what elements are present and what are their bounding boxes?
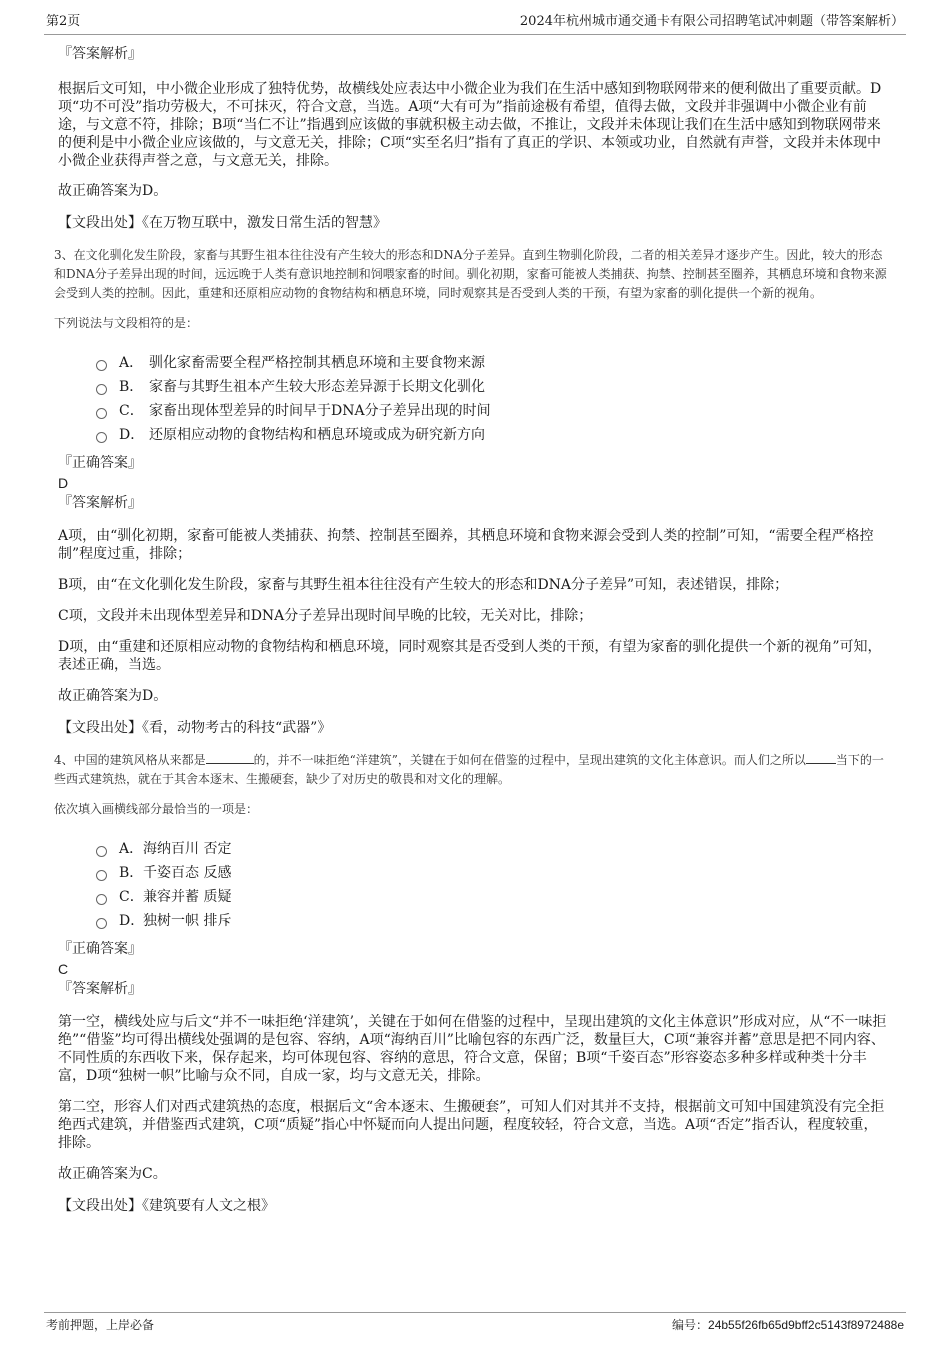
document-body [54,44,888,1215]
analysis-a: A项，由“驯化初期，家畜可能被人类捕获、拘禁、控制甚至圈养，其栖息环境和食物来源会受到人类的控制”可知，“需要全程严格控制”程度过重，排除； [58,528,874,562]
analysis-blank-2: 第二空，形容人们对西式建筑热的态度，根据后文“舍本逐末、生搬硬套”，可知人们对其并不支持，根据前文可知中国建筑没有完全拒绝西式建筑，并借鉴西式建筑，C项“质疑”指心中怀疑而向人提出问题，程度较轻，符合文意，当选。A项“否定”指否认，程度较重，排除。 [58,1099,885,1151]
option-d[interactable] [96,909,888,933]
radio-icon[interactable] [96,360,107,371]
option-text: 千姿百态 反感 [143,865,232,881]
analysis-label: 『答案解析』 [58,495,142,511]
answer-label: 『正确答案』 [58,455,142,471]
question-stem: 4、中国的建筑风格从来都是 的，并不一味拒绝“洋建筑”，关键在于如何在借鉴的过程中，呈现出建筑的文化主体意识。而人们之所以 当下的一些西式建筑热，就在于其舍本逐末、生搬硬套，缺少了对历史的敬畏和对文化的理解。 [54,753,884,786]
analysis-blank-1: 第一空，横线处应与后文“并不一味拒绝‘洋建筑’，关键在于如何在借鉴的过程中，呈现出建筑的文化主体意识”形成对应，从“不一味拒绝”“借鉴”均可得出横线处强调的是包容、容纳，A项“海纳百川”比喻包容的东西广泛，数量巨大，C项“兼容并蓄”意思是把不同内容、不同性质的东西收下来，保存起来，均可体现包容、容纳的意思，符合文意，保留；B项“千姿百态”形容姿态多种多样或种类十分丰富，D项“独树一帜”比喻与众不同，自成一家，均与文意无关，排除。 [58,1014,887,1084]
source-text: 【文段出处】《看，动物考古的科技“武器”》 [58,720,332,736]
question-prompt: 下列说法与文段相符的是： [54,316,199,330]
option-letter: A． [119,841,144,857]
option-letter: D． [119,427,145,443]
option-letter: B． [119,865,144,881]
source-text: 【文段出处】《在万物互联中，激发日常生活的智慧》 [58,215,387,231]
conclusion-text: 故正确答案为C。 [58,1166,167,1182]
option-text: 驯化家畜需要全程严格控制其栖息环境和主要食物来源 [149,355,485,371]
option-a[interactable] [96,351,888,375]
option-c[interactable] [96,885,888,909]
option-b[interactable] [96,861,888,885]
radio-icon[interactable] [96,870,107,881]
page-footer [44,1312,906,1335]
conclusion-text: 故正确答案为D。 [58,688,168,704]
analysis-c: C项，文段并未出现体型差异和DNA分子差异出现时间早晚的比较，无关对比，排除； [58,608,593,624]
option-letter: C． [119,889,144,905]
option-text: 兼容并蓄 质疑 [143,889,232,905]
option-d[interactable] [96,423,888,447]
blank-line [206,751,254,764]
radio-icon[interactable] [96,846,107,857]
analysis-text: 根据后文可知，中小微企业形成了独特优势，故横线处应表达中小微企业为我们在生活中感知到物联网带来的便利做出了重要贡献。D项“功不可没”指功劳极大，不可抹灭，符合文意，当选。A项“大有可为”指前途极有希望，值得去做，文段并非强调中小微企业有前途，与文意不符，排除；B项“当仁不让”指遇到应该做的事就积极主动去做，不推让，文段并未体现让我们在生活中感知到物联网带来的便利是中小微企业应该做的，与文意无关，排除；C项“实至名归”指有了真正的学识、本领或功业，自然就有声誉，文段并未体现中小微企业获得声誉之意，与文意无关，排除。 [58,81,882,169]
conclusion-text: 故正确答案为D。 [58,183,168,199]
footer-slogan: 考前押题，上岸必备 [46,1318,155,1332]
radio-icon[interactable] [96,894,107,905]
question-stem: 3、在文化驯化发生阶段，家畜与其野生祖本往往没有产生较大的形态和DNA分子差异。直到生物驯化阶段，二者的相关差异才逐步产生。因此，较大的形态和DNA分子差异出现的时间，远远晚于人类有意识地控制和饲喂家畜的时间。驯化初期，家畜可能被人类捕获、拘禁、控制甚至圈养，其栖息环境和食物来源会受到人类的控制。因此，重建和还原相应动物的食物结构和栖息环境，同时观察其是否受到人类的干预，有望为家畜的驯化提供一个新的视角。 [54,248,887,300]
answer-label: 『正确答案』 [58,941,142,957]
question-prompt: 依次填入画横线部分最恰当的一项是： [54,802,259,816]
option-text: 独树一帜 排斥 [143,913,232,929]
option-letter: C． [119,403,144,419]
option-text: 还原相应动物的食物结构和栖息环境或成为研究新方向 [149,427,485,443]
option-c[interactable] [96,399,888,423]
option-letter: B． [119,379,144,395]
analysis-label: 『答案解析』 [58,46,142,62]
option-letter: D． [119,913,145,929]
answer-value: D [58,475,69,491]
document-title: 2024年杭州城市通交通卡有限公司招聘笔试冲刺题（带答案解析） [519,14,904,29]
option-list [58,837,888,933]
option-list [58,351,888,447]
document-code: 编号：24b55f26fb65d9bff2c5143f8972488e [672,1318,904,1332]
radio-icon[interactable] [96,384,107,395]
blank-line [806,751,836,764]
option-a[interactable] [96,837,888,861]
option-text: 家畜与其野生祖本产生较大形态差异源于长期文化驯化 [149,379,485,395]
radio-icon[interactable] [96,408,107,419]
radio-icon[interactable] [96,432,107,443]
page-number: 第2页 [46,14,81,29]
analysis-label: 『答案解析』 [58,981,142,997]
analysis-b: B项，由“在文化驯化发生阶段，家畜与其野生祖本往往没有产生较大的形态和DNA分子差异”可知，表述错误，排除； [58,577,789,593]
option-text: 海纳百川 否定 [143,841,232,857]
page-header [44,12,906,35]
option-text: 家畜出现体型差异的时间早于DNA分子差异出现的时间 [149,403,491,419]
source-text: 【文段出处】《建筑要有人文之根》 [58,1198,275,1214]
radio-icon[interactable] [96,918,107,929]
analysis-d: D项，由“重建和还原相应动物的食物结构和栖息环境，同时观察其是否受到人类的干预，有望为家畜的驯化提供一个新的视角”可知，表述正确，当选。 [58,639,882,673]
answer-value: C [58,961,69,977]
option-b[interactable] [96,375,888,399]
option-letter: A． [119,355,144,371]
